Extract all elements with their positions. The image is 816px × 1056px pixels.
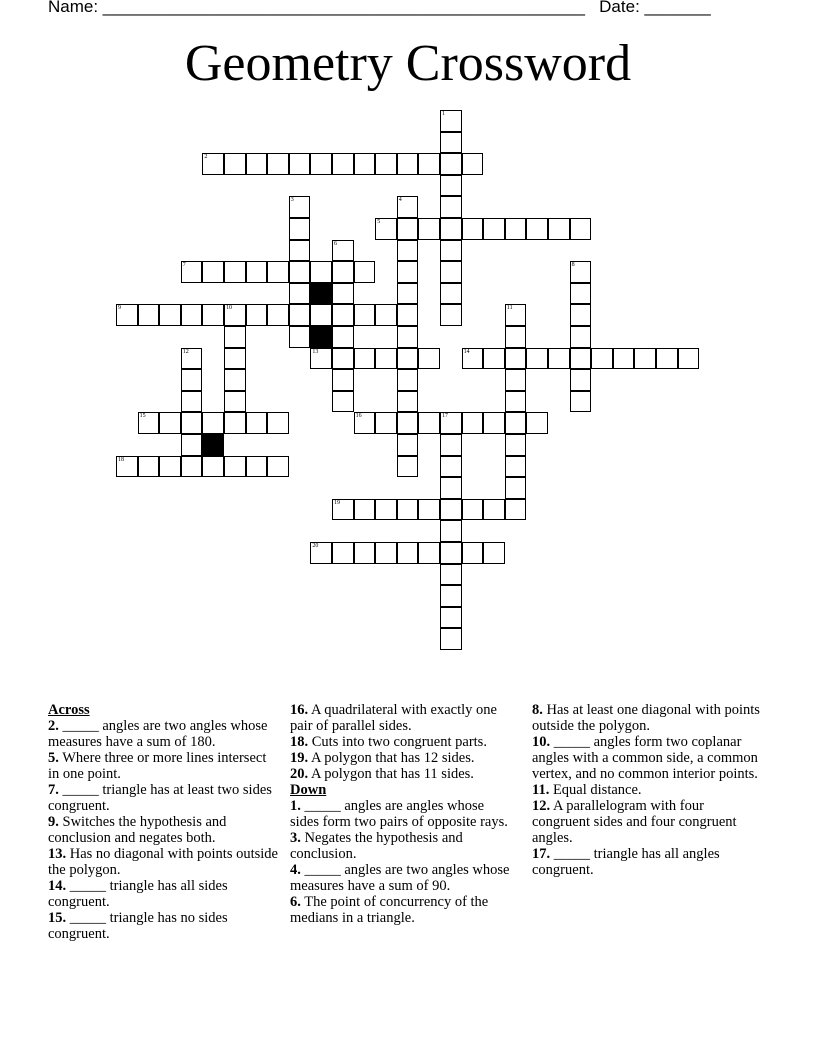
grid-cell[interactable] (202, 304, 224, 326)
grid-cell[interactable] (181, 304, 203, 326)
grid-cell[interactable] (440, 218, 462, 240)
black-grid-cell (310, 283, 332, 305)
grid-cell[interactable] (246, 261, 268, 283)
grid-clue-number: 15 (139, 413, 146, 420)
grid-cell[interactable] (267, 261, 289, 283)
clue-text: _____ angles form two coplanar angles with a common side, a common vertex, and no common interior points. (532, 734, 758, 782)
grid-cell[interactable] (483, 218, 505, 240)
grid-cell[interactable] (505, 348, 527, 370)
clue-number: 10. (532, 734, 551, 750)
grid-cell[interactable] (418, 499, 440, 521)
grid-cell[interactable] (332, 304, 354, 326)
clue-item (48, 718, 280, 750)
grid-clue-number: 17 (442, 413, 448, 420)
grid-clue-number: 10 (226, 305, 232, 312)
grid-clue-number: 12 (182, 348, 189, 355)
grid-cell[interactable] (440, 304, 462, 326)
grid-cell[interactable] (202, 456, 224, 478)
clue-text: A parallelogram with four congruent sides and four congruent angles. (532, 798, 737, 846)
grid-cell[interactable] (181, 412, 203, 434)
grid-cell[interactable] (440, 542, 462, 564)
grid-cell[interactable] (548, 218, 570, 240)
date-label: Date: (584, 0, 645, 16)
clue-text: _____ triangle has all angles congruent. (532, 846, 720, 878)
name-label: Name: (48, 0, 103, 16)
grid-clue-number: 4 (398, 197, 402, 204)
grid-cell[interactable] (332, 326, 354, 348)
grid-cell[interactable] (678, 348, 700, 370)
grid-cell[interactable] (570, 391, 592, 413)
grid-cell[interactable] (267, 304, 289, 326)
grid-cell[interactable] (440, 132, 462, 154)
grid-cell[interactable] (202, 261, 224, 283)
grid-cell[interactable] (224, 261, 246, 283)
grid-cell[interactable] (310, 542, 332, 564)
grid-cell[interactable] (570, 326, 592, 348)
clue-number: 11. (532, 782, 550, 798)
down-clue-list (290, 798, 515, 926)
grid-cell[interactable] (526, 348, 548, 370)
grid-cell[interactable] (505, 456, 527, 478)
grid-cell[interactable] (483, 348, 505, 370)
grid-clue-number: 14 (463, 348, 470, 355)
grid-cell[interactable] (375, 304, 397, 326)
grid-cell[interactable] (397, 304, 419, 326)
clue-text: Has at least one diagonal with points outside the polygon. (532, 702, 760, 734)
grid-clue-number: 18 (118, 456, 124, 463)
down-clue-list-continued (532, 702, 764, 878)
grid-cell[interactable] (397, 153, 419, 175)
black-grid-cell (202, 434, 224, 456)
clue-number: 9. (48, 814, 59, 830)
grid-cell[interactable] (202, 412, 224, 434)
grid-cell[interactable] (224, 153, 246, 175)
grid-cell[interactable] (397, 240, 419, 262)
grid-cell[interactable] (397, 391, 419, 413)
clue-number: 20. (290, 766, 309, 782)
clue-number: 1. (290, 798, 301, 814)
grid-cell[interactable] (289, 240, 311, 262)
grid-cell[interactable] (332, 153, 354, 175)
grid-cell[interactable] (375, 499, 397, 521)
grid-cell[interactable] (246, 412, 268, 434)
grid-cell[interactable] (354, 412, 376, 434)
grid-cell[interactable] (505, 218, 527, 240)
across-clue-list-continued (290, 702, 515, 782)
clue-number: 15. (48, 910, 67, 926)
grid-clue-number: 6 (334, 240, 337, 247)
page-title: Geometry Crossword (184, 35, 632, 92)
grid-cell[interactable] (440, 585, 462, 607)
clue-text: A quadrilateral with exactly one pair of parallel sides. (290, 702, 497, 734)
clue-text: A polygon that has 12 sides. (308, 750, 475, 766)
grid-cell[interactable] (289, 304, 311, 326)
clue-number: 8. (532, 702, 543, 718)
clue-text: A polygon that has 11 sides. (308, 766, 474, 782)
grid-cell[interactable] (310, 153, 332, 175)
grid-cell[interactable] (483, 412, 505, 434)
across-heading: Across (48, 702, 90, 718)
grid-cell[interactable] (548, 348, 570, 370)
grid-cell[interactable] (440, 520, 462, 542)
grid-cell[interactable] (289, 261, 311, 283)
grid-cell[interactable] (505, 499, 527, 521)
grid-cell[interactable] (289, 153, 311, 175)
clue-item (48, 750, 280, 782)
clue-number: 16. (290, 702, 309, 718)
grid-cell[interactable] (224, 348, 246, 370)
grid-cell[interactable] (418, 542, 440, 564)
grid-cell[interactable] (224, 456, 246, 478)
grid-cell[interactable] (267, 412, 289, 434)
grid-cell[interactable] (418, 153, 440, 175)
grid-cell[interactable] (159, 304, 181, 326)
grid-cell[interactable] (440, 261, 462, 283)
clue-number: 3. (290, 830, 301, 846)
black-grid-cell (310, 326, 332, 348)
clue-text: _____ angles are angles whose sides form two pairs of opposite rays. (290, 798, 508, 830)
grid-cell[interactable] (570, 369, 592, 391)
clue-item (290, 894, 515, 926)
clue-item (532, 846, 764, 878)
grid-cell[interactable] (462, 153, 484, 175)
grid-cell[interactable] (440, 153, 462, 175)
grid-cell[interactable] (224, 304, 246, 326)
clue-item (48, 782, 280, 814)
down-heading: Down (290, 782, 327, 798)
clues-column-3 (532, 702, 764, 878)
grid-cell[interactable] (505, 326, 527, 348)
clue-item (48, 878, 280, 910)
grid-cell[interactable] (483, 542, 505, 564)
grid-clue-number: 8 (571, 262, 575, 269)
grid-cell[interactable] (526, 218, 548, 240)
clue-text: Negates the hypothesis and conclusion. (290, 830, 463, 862)
grid-cell[interactable] (181, 369, 203, 391)
grid-clue-number: 5 (377, 219, 381, 225)
grid-cell[interactable] (397, 456, 419, 478)
grid-cell[interactable] (397, 348, 419, 370)
grid-cell[interactable] (397, 369, 419, 391)
grid-cell[interactable] (375, 218, 397, 240)
grid-cell[interactable] (440, 499, 462, 521)
clue-text: _____ angles are two angles whose measures have a sum of 90. (290, 862, 510, 894)
clue-number: 7. (48, 782, 59, 798)
clue-number: 6. (290, 894, 301, 910)
grid-cell[interactable] (332, 542, 354, 564)
grid-cell[interactable] (181, 261, 203, 283)
grid-cell[interactable] (462, 499, 484, 521)
grid-clue-number: 20 (312, 543, 319, 549)
grid-cell[interactable] (505, 477, 527, 499)
clue-item (532, 702, 764, 734)
grid-cell[interactable] (418, 218, 440, 240)
clue-number: 12. (532, 798, 551, 814)
clue-item (290, 766, 515, 782)
clues-column-1 (48, 702, 280, 942)
grid-cell[interactable] (397, 196, 419, 218)
grid-cell[interactable] (570, 283, 592, 305)
grid-cell[interactable] (462, 412, 484, 434)
grid-cell[interactable] (267, 153, 289, 175)
date-field-line: _______ (644, 0, 711, 16)
clue-text: _____ triangle has no sides congruent. (48, 910, 228, 942)
grid-cell[interactable] (505, 391, 527, 413)
grid-cell[interactable] (462, 348, 484, 370)
grid-cell[interactable] (332, 283, 354, 305)
grid-cell[interactable] (440, 628, 462, 650)
grid-cell[interactable] (440, 240, 462, 262)
grid-cell[interactable] (354, 348, 376, 370)
grid-cell[interactable] (181, 348, 203, 370)
clue-item (290, 734, 515, 750)
grid-cell[interactable] (570, 348, 592, 370)
grid-cell[interactable] (505, 412, 527, 434)
grid-cell[interactable] (440, 434, 462, 456)
clue-text: _____ triangle has all sides congruent. (48, 878, 228, 910)
grid-cell[interactable] (634, 348, 656, 370)
grid-cell[interactable] (116, 304, 138, 326)
clue-number: 18. (290, 734, 309, 750)
grid-cell[interactable] (159, 412, 181, 434)
grid-cell[interactable] (267, 456, 289, 478)
clue-text: Switches the hypothesis and conclusion and negates both. (48, 814, 227, 846)
grid-cell[interactable] (526, 412, 548, 434)
grid-cell[interactable] (397, 218, 419, 240)
grid-cell[interactable] (440, 110, 462, 132)
grid-cell[interactable] (159, 456, 181, 478)
grid-cell[interactable] (397, 499, 419, 521)
clue-item (290, 798, 515, 830)
grid-cell[interactable] (656, 348, 678, 370)
grid-cell[interactable] (505, 434, 527, 456)
grid-cell[interactable] (332, 261, 354, 283)
clue-text: Cuts into two congruent parts. (308, 734, 487, 750)
clue-item (290, 862, 515, 894)
clue-number: 14. (48, 878, 67, 894)
grid-cell[interactable] (483, 499, 505, 521)
grid-cell[interactable] (397, 261, 419, 283)
grid-cell[interactable] (246, 304, 268, 326)
grid-cell[interactable] (224, 369, 246, 391)
grid-cell[interactable] (397, 434, 419, 456)
clue-item (532, 734, 764, 782)
grid-cell[interactable] (570, 261, 592, 283)
grid-cell[interactable] (354, 542, 376, 564)
grid-cell[interactable] (289, 283, 311, 305)
grid-cell[interactable] (505, 369, 527, 391)
grid-cell[interactable] (310, 348, 332, 370)
grid-cell[interactable] (354, 499, 376, 521)
clue-text: _____ triangle has at least two sides congruent. (48, 782, 272, 814)
grid-cell[interactable] (375, 412, 397, 434)
grid-clue-number: 1 (442, 111, 445, 117)
clue-number: 13. (48, 846, 67, 862)
grid-cell[interactable] (332, 499, 354, 521)
grid-cell[interactable] (462, 542, 484, 564)
grid-cell[interactable] (375, 348, 397, 370)
grid-cell[interactable] (116, 456, 138, 478)
grid-cell[interactable] (181, 434, 203, 456)
clue-item (532, 782, 764, 798)
clue-text: The point of concurrency of the medians in a triangle. (290, 894, 489, 926)
grid-cell[interactable] (570, 218, 592, 240)
grid-cell[interactable] (354, 153, 376, 175)
clue-item (48, 814, 280, 846)
clue-number: 4. (290, 862, 301, 878)
clue-number: 19. (290, 750, 309, 766)
grid-cell[interactable] (354, 304, 376, 326)
grid-cell[interactable] (440, 412, 462, 434)
grid-cell[interactable] (440, 564, 462, 586)
clue-text: Equal distance. (549, 782, 642, 798)
grid-cell[interactable] (375, 153, 397, 175)
grid-clue-number: 2 (204, 154, 208, 161)
grid-clue-number: 7 (182, 262, 186, 269)
name-field-line: ___________________________________________________ (102, 0, 585, 16)
grid-cell[interactable] (181, 391, 203, 413)
grid-cell[interactable] (289, 326, 311, 348)
grid-cell[interactable] (440, 477, 462, 499)
grid-cell[interactable] (440, 607, 462, 629)
clue-item (290, 702, 515, 734)
grid-clue-number: 16 (355, 413, 362, 420)
grid-cell[interactable] (181, 456, 203, 478)
grid-cell[interactable] (246, 456, 268, 478)
grid-cell[interactable] (289, 196, 311, 218)
grid-cell[interactable] (138, 304, 160, 326)
grid-cell[interactable] (591, 348, 613, 370)
grid-cell[interactable] (397, 283, 419, 305)
clue-text: Where three or more lines intersect in one point. (48, 750, 267, 782)
grid-cell[interactable] (375, 542, 397, 564)
grid-cell[interactable] (332, 391, 354, 413)
grid-cell[interactable] (332, 240, 354, 262)
grid-cell[interactable] (440, 175, 462, 197)
grid-cell[interactable] (224, 412, 246, 434)
grid-cell[interactable] (246, 153, 268, 175)
grid-cell[interactable] (397, 542, 419, 564)
grid-cell[interactable] (462, 218, 484, 240)
grid-cell[interactable] (202, 153, 224, 175)
clue-number: 2. (48, 718, 59, 734)
clue-item (290, 750, 515, 766)
grid-cell[interactable] (570, 304, 592, 326)
grid-cell[interactable] (224, 326, 246, 348)
grid-cell[interactable] (332, 369, 354, 391)
grid-cell[interactable] (440, 456, 462, 478)
clue-item (48, 846, 280, 878)
clue-item (290, 830, 515, 862)
grid-cell[interactable] (138, 456, 160, 478)
clue-item (48, 910, 280, 942)
grid-clue-number: 13 (312, 348, 319, 355)
grid-cell[interactable] (418, 412, 440, 434)
grid-cell[interactable] (440, 283, 462, 305)
grid-clue-number: 3 (290, 197, 294, 204)
grid-cell[interactable] (505, 304, 527, 326)
grid-cell[interactable] (354, 261, 376, 283)
clue-number: 5. (48, 750, 59, 766)
grid-cell[interactable] (310, 261, 332, 283)
clue-item (532, 798, 764, 846)
grid-cell[interactable] (397, 326, 419, 348)
clues-column-2 (290, 702, 515, 926)
grid-cell[interactable] (289, 218, 311, 240)
grid-cell[interactable] (224, 391, 246, 413)
grid-clue-number: 19 (334, 499, 340, 506)
grid-clue-number: 9 (118, 305, 121, 312)
clue-text: Has no diagonal with points outside the polygon. (48, 846, 278, 878)
grid-clue-number: 11 (506, 305, 513, 312)
grid-cell[interactable] (440, 196, 462, 218)
clue-number: 17. (532, 846, 551, 862)
grid-cell[interactable] (332, 348, 354, 370)
grid-cell[interactable] (418, 348, 440, 370)
grid-cell[interactable] (613, 348, 635, 370)
clue-text: _____ angles are two angles whose measures have a sum of 180. (48, 718, 268, 750)
grid-cell[interactable] (310, 304, 332, 326)
grid-cell[interactable] (397, 412, 419, 434)
grid-cell[interactable] (138, 412, 160, 434)
across-clue-list (48, 718, 280, 942)
